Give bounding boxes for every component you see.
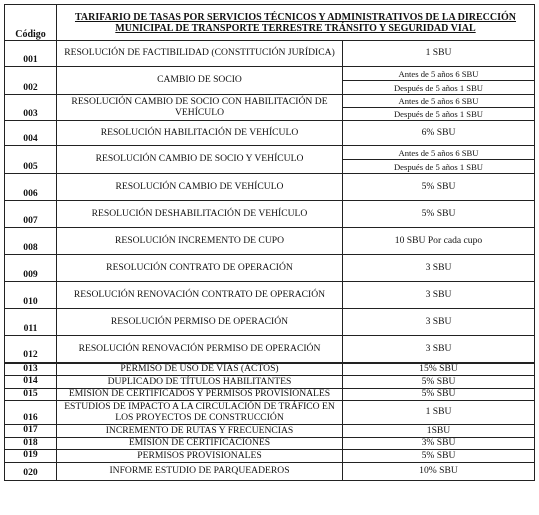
title-line-1: TARIFARIO DE TASAS POR SERVICIOS TÉCNICOS Y ADMINISTRATIVOS DE LA DIRECCIÓN — [74, 11, 517, 23]
table-row — [5, 41, 535, 67]
row-code: 005 — [5, 146, 57, 174]
table-title — [57, 5, 535, 41]
tariff-table — [4, 4, 535, 481]
table-row — [5, 282, 535, 309]
code-column-header: Código — [5, 5, 57, 41]
table-row — [5, 201, 535, 228]
row-description: RESOLUCIÓN DESHABILITACIÓN DE VEHÍCULO — [57, 201, 343, 228]
row-fee: 3 SBU — [343, 309, 535, 336]
row-code: 018 — [5, 437, 57, 450]
row-description: EMISIÓN DE CERTIFICACIONES — [57, 437, 343, 450]
row-fee-before: Antes de 5 años 6 SBU — [343, 67, 535, 81]
row-description: RESOLUCIÓN CAMBIO DE SOCIO Y VEHÍCULO — [57, 146, 343, 174]
row-description: PERMISO DE USO DE VÍAS (ACTOS) — [57, 363, 343, 376]
row-code: 003 — [5, 95, 57, 121]
table-row — [5, 228, 535, 255]
row-fee: 3 SBU — [343, 336, 535, 363]
row-code: 010 — [5, 282, 57, 309]
row-fee: 3 SBU — [343, 255, 535, 282]
row-code: 002 — [5, 67, 57, 95]
row-fee: 3% SBU — [343, 437, 535, 450]
table-row — [5, 121, 535, 146]
row-fee: 10% SBU — [343, 462, 535, 480]
row-fee: 5% SBU — [343, 201, 535, 228]
table-row — [5, 425, 535, 438]
row-description: RESOLUCIÓN CONTRATO DE OPERACIÓN — [57, 255, 343, 282]
row-description: PERMISOS PROVISIONALES — [57, 450, 343, 463]
row-code: 009 — [5, 255, 57, 282]
table-row — [5, 363, 535, 376]
row-code: 007 — [5, 201, 57, 228]
row-description: RESOLUCIÓN INCREMENTO DE CUPO — [57, 228, 343, 255]
row-code: 013 — [5, 363, 57, 376]
table-row — [5, 146, 535, 160]
table-row — [5, 388, 535, 401]
row-description: INFORME ESTUDIO DE PARQUEADEROS — [57, 462, 343, 480]
row-description: ESTUDIOS DE IMPACTO A LA CIRCULACIÓN DE TRÁFICO EN LOS PROYECTOS DE CONSTRUCCIÓN — [57, 401, 343, 425]
table-row — [5, 174, 535, 201]
row-code: 012 — [5, 336, 57, 363]
row-fee: 3 SBU — [343, 282, 535, 309]
row-fee: 15% SBU — [343, 363, 535, 376]
row-fee: 10 SBU Por cada cupo — [343, 228, 535, 255]
row-description: RESOLUCIÓN CAMBIO DE SOCIO CON HABILITACIÓN DE VEHÍCULO — [57, 95, 343, 121]
table-row — [5, 255, 535, 282]
row-code: 011 — [5, 309, 57, 336]
table-row — [5, 67, 535, 81]
row-description: CAMBIO DE SOCIO — [57, 67, 343, 95]
row-description: RESOLUCIÓN HABILITACIÓN DE VEHÍCULO — [57, 121, 343, 146]
row-code: 017 — [5, 425, 57, 438]
row-fee: 1SBU — [343, 425, 535, 438]
title-line-2: MUNICIPAL DE TRANSPORTE TERRESTRE TRÁNSITO Y SEGURIDAD VIAL — [115, 22, 476, 34]
table-row — [5, 309, 535, 336]
row-description: DUPLICADO DE TÍTULOS HABILITANTES — [57, 376, 343, 389]
row-code: 016 — [5, 401, 57, 425]
row-description: RESOLUCIÓN RENOVACIÓN PERMISO DE OPERACIÓN — [57, 336, 343, 363]
row-fee-after: Después de 5 años 1 SBU — [343, 81, 535, 95]
row-description: EMISIÓN DE CERTIFICADOS Y PERMISOS PROVISIONALES — [57, 388, 343, 401]
row-description: RESOLUCIÓN RENOVACIÓN CONTRATO DE OPERACIÓN — [57, 282, 343, 309]
row-code: 019 — [5, 450, 57, 463]
row-fee: 6% SBU — [343, 121, 535, 146]
table-row — [5, 450, 535, 463]
table-header-row — [5, 5, 535, 41]
row-description: RESOLUCIÓN CAMBIO DE VEHÍCULO — [57, 174, 343, 201]
row-code: 001 — [5, 41, 57, 67]
table-row — [5, 462, 535, 480]
table-row — [5, 336, 535, 363]
row-fee-after: Después de 5 años 1 SBU — [343, 108, 535, 121]
row-fee: 5% SBU — [343, 174, 535, 201]
row-description: INCREMENTO DE RUTAS Y FRECUENCIAS — [57, 425, 343, 438]
row-fee: 5% SBU — [343, 388, 535, 401]
row-fee-before: Antes de 5 años 6 SBU — [343, 146, 535, 160]
table-row — [5, 376, 535, 389]
row-fee-after: Después de 5 años 1 SBU — [343, 160, 535, 174]
table-row — [5, 401, 535, 425]
table-row — [5, 95, 535, 108]
row-fee: 5% SBU — [343, 376, 535, 389]
table-row — [5, 437, 535, 450]
row-code: 004 — [5, 121, 57, 146]
row-fee-before: Antes de 5 años 6 SBU — [343, 95, 535, 108]
row-code: 014 — [5, 376, 57, 389]
row-fee: 1 SBU — [343, 41, 535, 67]
row-code: 020 — [5, 462, 57, 480]
row-fee: 1 SBU — [343, 401, 535, 425]
tariff-document — [4, 4, 534, 511]
row-description: RESOLUCIÓN PERMISO DE OPERACIÓN — [57, 309, 343, 336]
row-code: 015 — [5, 388, 57, 401]
row-code: 008 — [5, 228, 57, 255]
row-fee: 5% SBU — [343, 450, 535, 463]
row-code: 006 — [5, 174, 57, 201]
row-description: RESOLUCIÓN DE FACTIBILIDAD (CONSTITUCIÓN JURÍDICA) — [57, 41, 343, 67]
